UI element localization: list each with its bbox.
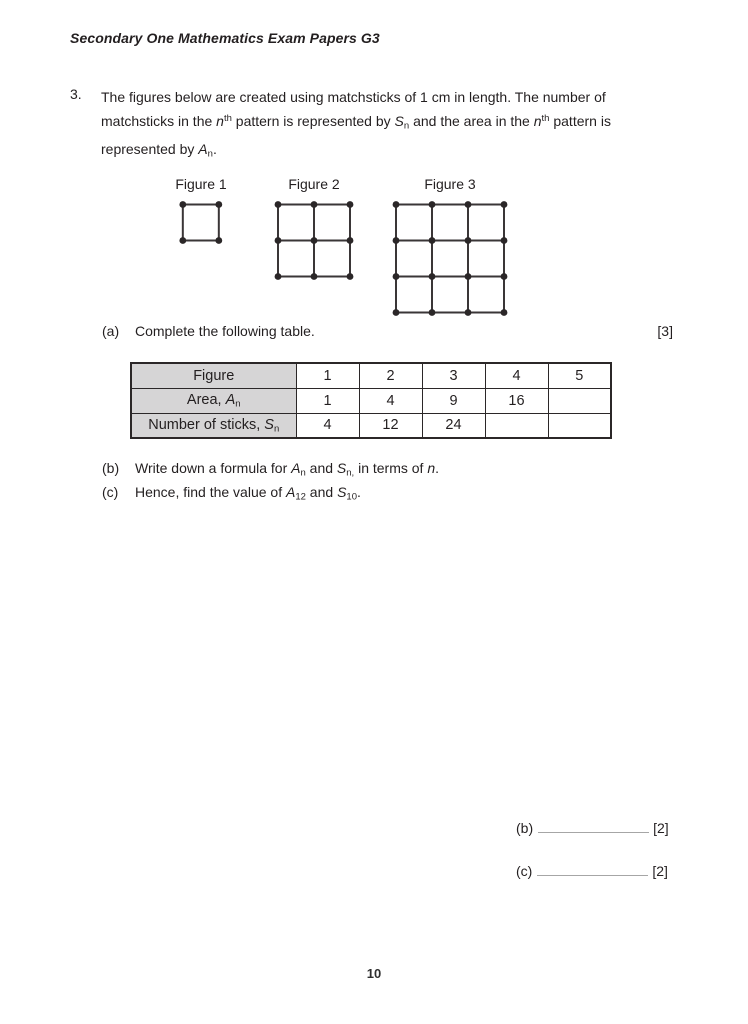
question-text: The figures below are created using matchsticks of 1 cm in length. The number of matchsticks in the $n^{th}$ pattern is represented by Sn and the area in the $n^{th}$ pattern is represented by An.: [101, 89, 611, 160]
figure-2: [274, 177, 355, 281]
figure-1-label: Figure 1: [175, 176, 227, 192]
answer-b-line: [538, 817, 649, 833]
table-cell-r1c5: [548, 388, 611, 413]
table-cell-r2c2: 12: [359, 413, 422, 438]
table-cell-r0c4: 4: [485, 363, 548, 388]
part-b-text: Write down a formula for An and Sn, in terms of n.: [135, 460, 440, 479]
table-row-0: [131, 363, 611, 388]
table-cell-r2c3: 24: [422, 413, 485, 438]
answer-b-marks: [2]: [653, 820, 669, 836]
part-c-label: (c): [102, 484, 119, 500]
figure-2-label: Figure 2: [288, 176, 340, 192]
figure-3-label: Figure 3: [424, 176, 476, 192]
table-cell-r0c1: 1: [296, 363, 359, 388]
answer-c-label: (c): [516, 863, 533, 879]
figure-3-matchstick-grid: [392, 200, 509, 317]
table-cell-r1c1: 1: [296, 388, 359, 413]
figure-3: [392, 177, 509, 317]
table-cell-r0c2: 2: [359, 363, 422, 388]
pattern-table: [130, 362, 612, 439]
part-a-text: Complete the following table.: [135, 323, 315, 339]
answer-b-label: (b): [516, 820, 534, 836]
table-cell-r2c4: [485, 413, 548, 438]
table-row-2: [131, 413, 611, 438]
answer-c-line: [537, 860, 648, 876]
figure-2-matchstick-grid: [274, 200, 355, 281]
page-number: 10: [366, 966, 382, 981]
table-row-1-header: Area, An: [131, 388, 296, 413]
figure-1-matchstick-grid: [178, 200, 223, 245]
part-b-label: (b): [102, 460, 120, 476]
answer-row-c: [516, 860, 668, 879]
question-number: 3.: [70, 86, 82, 102]
table-cell-r0c5: 5: [548, 363, 611, 388]
table-cell-r1c3: 9: [422, 388, 485, 413]
table-row-0-header: Figure: [131, 363, 296, 388]
part-a-label: (a): [102, 323, 120, 339]
part-a-marks: [3]: [657, 323, 673, 339]
table-cell-r0c3: 3: [422, 363, 485, 388]
table-row-2-header: Number of sticks, Sn: [131, 413, 296, 438]
table-row-1: [131, 388, 611, 413]
table-cell-r2c1: 4: [296, 413, 359, 438]
answer-row-b: [516, 817, 669, 836]
page-header-title: Secondary One Mathematics Exam Papers G3: [70, 30, 380, 46]
table-cell-r2c5: [548, 413, 611, 438]
table-cell-r1c2: 4: [359, 388, 422, 413]
table-cell-r1c4: 16: [485, 388, 548, 413]
part-c-text: Hence, find the value of A12 and S10.: [135, 484, 361, 503]
figure-1: [175, 177, 226, 245]
answer-c-marks: [2]: [652, 863, 668, 879]
